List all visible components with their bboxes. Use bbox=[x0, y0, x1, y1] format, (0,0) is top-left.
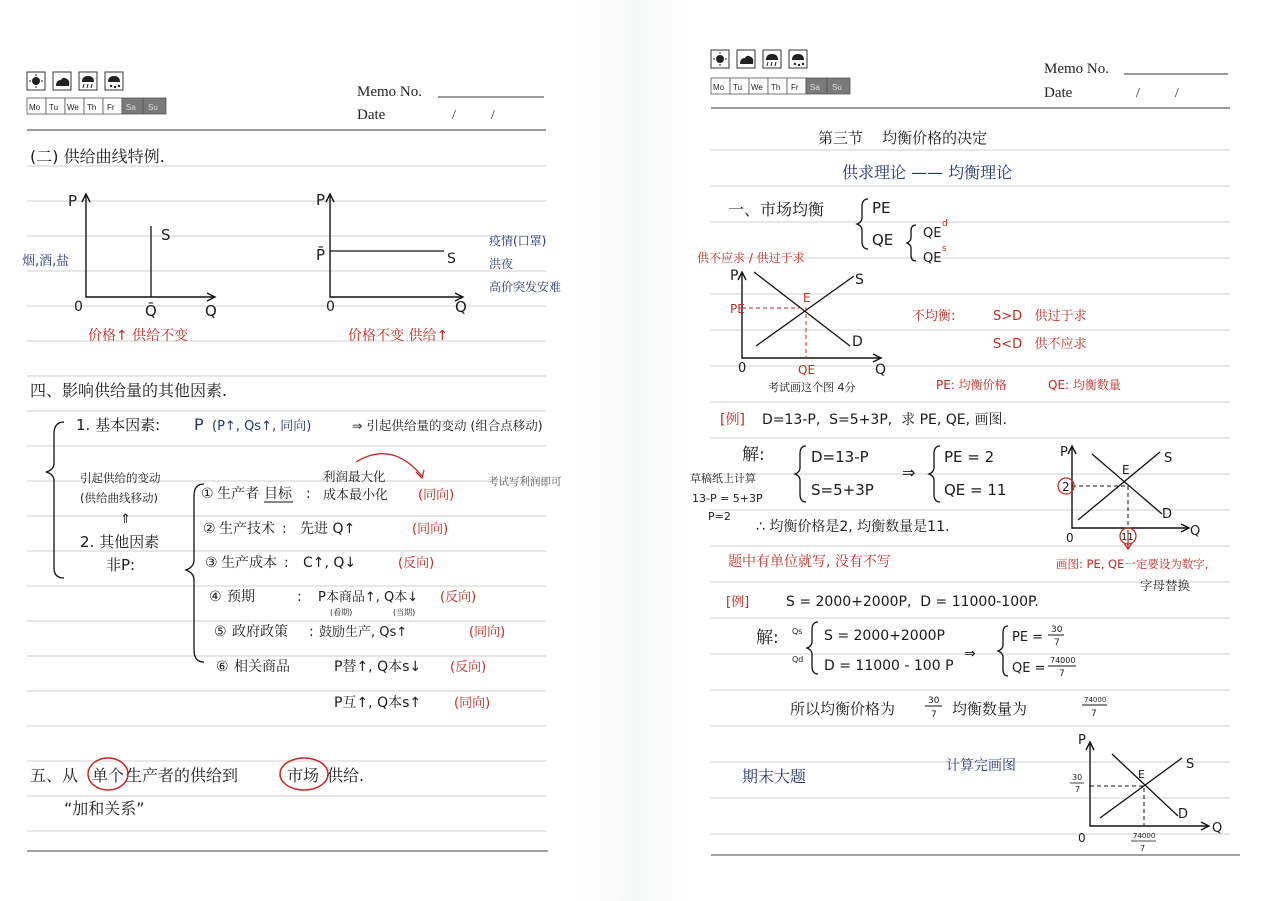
imbalance-2: S<D 供不应求 bbox=[993, 337, 1087, 352]
page-gutter bbox=[580, 0, 690, 901]
item1-name: 生产者 bbox=[217, 486, 259, 502]
ex2-label: [例] bbox=[726, 595, 750, 610]
snow-icon bbox=[105, 72, 123, 90]
day-th: Th bbox=[87, 103, 97, 112]
s1-title: 一、市场均衡 bbox=[728, 200, 825, 219]
item4-eq: : bbox=[297, 589, 302, 605]
day-selector-right bbox=[711, 78, 850, 94]
other-label-1: 2. 其他因素 bbox=[80, 533, 160, 551]
item4-sub2: (当期) bbox=[393, 608, 416, 617]
ex1g-p-label: P bbox=[1060, 445, 1068, 460]
day-su: Su bbox=[832, 83, 842, 92]
ex1-draw-note: 画图: PE, QE一定要设为数字, bbox=[1056, 557, 1209, 571]
right-page-canvas bbox=[690, 0, 1267, 901]
ex2g-s-label: S bbox=[1186, 757, 1195, 772]
day-sa: Sa bbox=[126, 103, 136, 112]
graph-example-1 bbox=[1058, 445, 1200, 549]
ex1-draw-note-2: 字母替换 bbox=[1140, 578, 1191, 593]
section5-quote: “加和关系” bbox=[64, 799, 145, 818]
item1-dir: (同向) bbox=[418, 488, 455, 503]
graph-horizontal-supply bbox=[316, 191, 561, 344]
item1-num: ① bbox=[201, 486, 214, 502]
date-label: Date bbox=[1044, 85, 1073, 101]
ex2-eq1: S = 2000+2000P bbox=[824, 628, 945, 644]
g2-note-2: 洪夜 bbox=[489, 257, 514, 271]
section5-circle1: 单个 bbox=[92, 766, 125, 785]
ex2-r2-pre: QE = bbox=[1012, 661, 1046, 676]
section5-title-post: 供给. bbox=[327, 766, 365, 785]
ex2-qd: Qd bbox=[792, 655, 804, 664]
day-tu: Tu bbox=[733, 83, 743, 92]
ex1-draft-3: P=2 bbox=[708, 510, 731, 523]
factors-brace bbox=[186, 484, 204, 662]
item2-dir: (同向) bbox=[412, 522, 449, 537]
item4-num: ④ bbox=[209, 589, 222, 605]
curve-note-1: 引起供给的变动 bbox=[80, 471, 161, 485]
item1-name2: 目标 bbox=[264, 486, 292, 502]
day-mo: Mo bbox=[29, 103, 41, 112]
cloudy-icon bbox=[53, 72, 71, 90]
item6-value: P替↑, Q本s↓ bbox=[334, 659, 422, 675]
eq-origin: 0 bbox=[738, 361, 747, 376]
ex1-eq2: S=5+3P bbox=[811, 481, 874, 499]
item3-eq: : bbox=[284, 555, 289, 571]
ex2g-qv-num: 74000 bbox=[1133, 832, 1156, 840]
g1-s-label: S bbox=[161, 226, 171, 244]
basic-detail: (P↑, Qs↑, 同向) bbox=[212, 419, 312, 434]
ex2g-q-label: Q bbox=[1212, 821, 1223, 836]
g2-pbar: P̄ bbox=[316, 246, 326, 264]
ex2-c-den1: 7 bbox=[931, 710, 937, 720]
date-label: Date bbox=[357, 107, 386, 123]
eq-qe-label: QE bbox=[798, 363, 816, 377]
graph-example-2 bbox=[1070, 733, 1222, 853]
s1-qed: QE bbox=[923, 226, 942, 241]
cloudy-icon bbox=[737, 50, 755, 68]
item5-num: ⑤ bbox=[214, 624, 227, 640]
ex2-conclusion-pre: 所以均衡价格为 bbox=[790, 700, 896, 718]
big-brace bbox=[46, 422, 64, 578]
left-page-canvas bbox=[0, 0, 580, 901]
ex1-unit-note: 题中有单位就写, 没有不写 bbox=[728, 554, 891, 570]
basic-result: ⇒ 引起供给量的变动 (组合点移动) bbox=[352, 418, 543, 433]
ex2-r2-num: 74000 bbox=[1050, 656, 1076, 665]
day-fr: Fr bbox=[791, 83, 799, 92]
g2-note-1: 疫情(口罩) bbox=[489, 234, 547, 248]
day-mo: Mo bbox=[713, 83, 725, 92]
basic-label: 1. 基本因素: bbox=[76, 416, 161, 434]
section-title: 第三节 均衡价格的决定 bbox=[818, 129, 988, 147]
item3-num: ③ bbox=[205, 555, 218, 571]
item2-num: ② bbox=[203, 521, 216, 537]
section4-title: 四、影响供给量的其他因素. bbox=[30, 381, 228, 400]
memo-label: Memo No. bbox=[357, 84, 422, 100]
item6-name: 相关商品 bbox=[234, 659, 290, 675]
graph-equilibrium bbox=[730, 268, 886, 378]
ex2-c-num2: 74000 bbox=[1084, 696, 1107, 704]
imbalance-label: 不均衡: bbox=[912, 309, 956, 324]
section5-title-pre: 五、从 bbox=[30, 766, 79, 785]
ex2-r1-pre: PE = bbox=[1012, 630, 1044, 645]
g1-caption: 价格↑ 供给不变 bbox=[88, 328, 189, 344]
ex1-arrow: ⇒ bbox=[902, 463, 916, 482]
ex2g-qv-den: 7 bbox=[1140, 844, 1146, 853]
ex1-r2: QE = 11 bbox=[944, 481, 1007, 499]
graph-vertical-supply bbox=[22, 192, 217, 344]
item2-eq: : bbox=[282, 521, 287, 537]
ex1g-e-label: E bbox=[1122, 463, 1130, 477]
g2-caption: 价格不变 供给↑ bbox=[348, 328, 449, 344]
imbalance-1: S>D 供过于求 bbox=[993, 309, 1087, 324]
ex1-draft-2: 13-P = 5+3P bbox=[692, 492, 763, 505]
s1-pe: PE bbox=[872, 199, 891, 217]
day-tu: Tu bbox=[49, 103, 59, 112]
rain-icon bbox=[79, 72, 97, 90]
s1-qes: QE bbox=[923, 251, 942, 266]
item6-dir: (反向) bbox=[450, 660, 487, 675]
item4-sub1: (看期) bbox=[330, 608, 353, 617]
ex1g-d-label: D bbox=[1162, 507, 1173, 522]
exam-note: 考试写利润即可 bbox=[488, 476, 562, 488]
up-arrow: ⇑ bbox=[120, 512, 131, 527]
item4-name: 预期 bbox=[227, 589, 255, 605]
eq-s-label: S bbox=[855, 272, 864, 288]
g1-qbar: Q̄ bbox=[145, 302, 157, 320]
item2-name: 生产技术 bbox=[219, 521, 275, 537]
ex2-arrow: ⇒ bbox=[964, 646, 976, 662]
g1-p-label: P bbox=[68, 192, 78, 210]
section5-circle2: 市场 bbox=[287, 766, 320, 785]
eq-pe-label: PE bbox=[730, 302, 745, 316]
ex1g-s-label: S bbox=[1164, 451, 1173, 466]
date-slashes: / / bbox=[1136, 86, 1179, 101]
ex1-solve: 解: bbox=[742, 445, 765, 465]
s1-red-note: 供不应求 / 供过于求 bbox=[697, 251, 805, 265]
ex2g-d-label: D bbox=[1178, 807, 1189, 822]
g1-side-label: 烟,酒,盐 bbox=[22, 254, 70, 269]
ex2-eq2: D = 11000 - 100 P bbox=[824, 658, 954, 674]
eq-p-label: P bbox=[730, 268, 739, 284]
ex1g-q-value: 11 bbox=[1121, 532, 1134, 543]
s1-qe: QE bbox=[872, 231, 894, 249]
ex1-r1: PE = 2 bbox=[944, 448, 995, 466]
day-selector bbox=[27, 98, 166, 114]
g2-note-3: 高价突发安难 bbox=[489, 280, 562, 294]
item3-name: 生产成本 bbox=[221, 555, 277, 571]
eq-e-label: E bbox=[803, 291, 811, 305]
final-exam-label: 期末大题 bbox=[742, 767, 807, 786]
ruled-lines bbox=[27, 166, 548, 851]
notebook-page-left bbox=[0, 0, 580, 901]
day-fr: Fr bbox=[107, 103, 115, 112]
weather-icons bbox=[27, 72, 123, 90]
s1-qed-sup: d bbox=[942, 219, 948, 229]
item3-dir: (反向) bbox=[398, 556, 435, 571]
ex2-solve: 解: bbox=[756, 628, 779, 648]
ex2g-origin: 0 bbox=[1078, 831, 1086, 845]
item5-dir: (同向) bbox=[469, 625, 506, 640]
section5-title-mid: 生产者的供给到 bbox=[126, 766, 239, 785]
day-we: We bbox=[67, 103, 79, 112]
g1-origin: 0 bbox=[74, 299, 83, 315]
day-su: Su bbox=[148, 103, 158, 112]
ex1-label: [例] bbox=[720, 412, 745, 428]
pe-definition: PE: 均衡价格 bbox=[936, 378, 1007, 392]
ex1-conclusion: ∴ 均衡价格是2, 均衡数量是11. bbox=[756, 519, 950, 535]
subtitle: 供求理论 —— 均衡理论 bbox=[842, 163, 1013, 182]
ex2-problem: S = 2000+2000P, D = 11000-100P. bbox=[786, 594, 1039, 610]
eq-q-label: Q bbox=[875, 362, 887, 378]
ex2-c-num1: 30 bbox=[928, 696, 940, 706]
day-sa: Sa bbox=[810, 83, 820, 92]
ex1-problem: D=13-P, S=5+3P, 求 PE, QE, 画图. bbox=[762, 412, 1007, 428]
item2-value: 先进 Q↑ bbox=[300, 521, 356, 537]
item6-num: ⑥ bbox=[216, 659, 229, 675]
ex2-r1-den: 7 bbox=[1054, 638, 1060, 648]
item5-name: 政府政策 bbox=[232, 624, 288, 640]
item4-dir: (反向) bbox=[440, 590, 477, 605]
g2-origin: 0 bbox=[326, 299, 335, 315]
g2-s-label: S bbox=[447, 251, 456, 267]
item3-value: C↑, Q↓ bbox=[303, 555, 357, 571]
basic-p: P bbox=[194, 415, 204, 434]
notebook-page-right bbox=[690, 0, 1267, 901]
day-we: We bbox=[751, 83, 763, 92]
ex2g-pv-num: 30 bbox=[1072, 773, 1083, 782]
day-th: Th bbox=[771, 83, 781, 92]
section2-title: (二) 供给曲线特例. bbox=[30, 147, 165, 166]
g1-q-label: Q bbox=[205, 302, 217, 320]
ex2g-p-label: P bbox=[1078, 733, 1086, 748]
ex2g-e-label: E bbox=[1138, 768, 1145, 781]
item4-value: P本商品↑, Q本↓ bbox=[318, 590, 419, 605]
qe-definition: QE: 均衡数量 bbox=[1048, 378, 1121, 392]
g2-q-label: Q bbox=[455, 298, 467, 316]
g2-p-label: P bbox=[316, 191, 326, 209]
item5-value: 鼓励生产, Qs↑ bbox=[319, 625, 408, 640]
eq-d-label: D bbox=[852, 334, 863, 350]
ex2-conclusion-mid: 均衡数量为 bbox=[952, 700, 1028, 718]
s1-exam-note: 考试画这个图 4分 bbox=[768, 381, 856, 394]
other-label-2: 非P: bbox=[106, 556, 136, 574]
sunny-icon bbox=[711, 50, 729, 68]
extra-value: P互↑, Q本s↑ bbox=[334, 695, 422, 711]
curve-note-2: (供给曲线移动) bbox=[80, 491, 158, 505]
ex1g-p-value: 2 bbox=[1062, 480, 1070, 494]
s1-qes-sup: s bbox=[942, 244, 947, 254]
item1-eq: : bbox=[306, 486, 311, 502]
snow-icon bbox=[789, 50, 807, 68]
ex2-r1-num: 30 bbox=[1051, 625, 1063, 635]
ex1-eq1: D=13-P bbox=[811, 448, 869, 466]
ex1g-q-label: Q bbox=[1190, 524, 1201, 539]
date-slashes: / / bbox=[452, 108, 495, 123]
rain-icon bbox=[763, 50, 781, 68]
ex2g-pv-den: 7 bbox=[1075, 785, 1081, 794]
ex2-qs: Qs bbox=[792, 627, 803, 636]
item1-top: 利润最大化 bbox=[323, 469, 386, 484]
weather-icons-right bbox=[711, 50, 807, 68]
ex2-c-den2: 7 bbox=[1091, 709, 1097, 719]
memo-label: Memo No. bbox=[1044, 61, 1109, 77]
item1-value: 成本最小化 bbox=[323, 488, 389, 503]
ex2-r2-den: 7 bbox=[1059, 669, 1065, 679]
calc-note: 计算完画图 bbox=[946, 758, 1016, 774]
sunny-icon bbox=[27, 72, 45, 90]
ex1-draft-1: 草稿纸上计算 bbox=[690, 472, 756, 485]
ex1g-origin: 0 bbox=[1066, 531, 1074, 545]
item5-eq: : bbox=[309, 624, 314, 640]
extra-dir: (同向) bbox=[454, 696, 491, 711]
